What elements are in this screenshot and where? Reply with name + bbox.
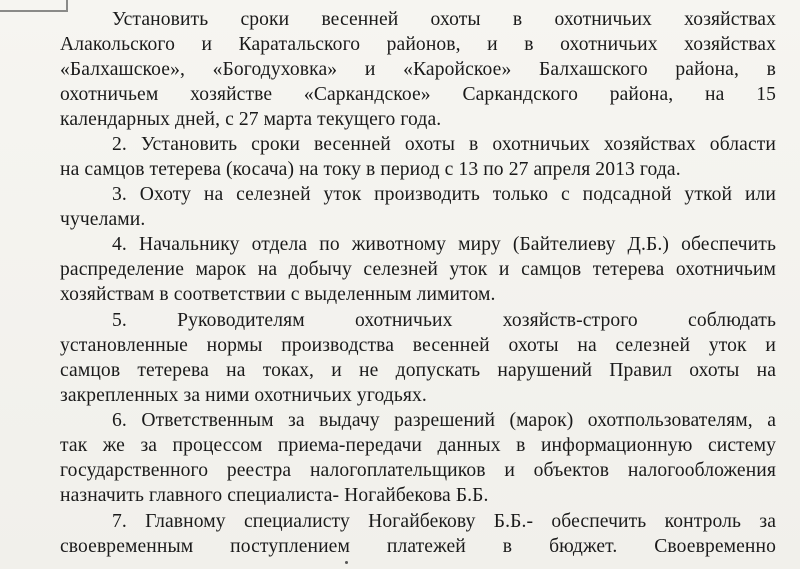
paragraph-3-line-2: чучелами. — [60, 209, 146, 230]
paragraph-4-line-3: хозяйствам в соответствии с выделенным лимитом. — [60, 284, 496, 305]
paragraph-1-line-1: Установить сроки весенней охоты в охотничьих хозяйствах — [112, 9, 776, 30]
paragraph-5-line-2: установленные нормы производства весенней охоты на селезней уток и — [60, 335, 776, 356]
paragraph-5-line-3: самцов тетерева на токах, и не допускать нарушений Правил охоты на — [60, 360, 776, 381]
paragraph-2-line-2: на самцов тетерева (косача) на току в период с 13 по 27 апреля 2013 года. — [60, 159, 681, 180]
paragraph-7-line-1: 7. Главному специалисту Ногайбекову Б.Б.- обеспечить контроль за — [112, 511, 776, 532]
scan-speck — [345, 561, 348, 564]
paragraph-7-line-2: своевременным поступлением платежей в бюджет. Своевременно — [60, 536, 776, 557]
paragraph-6-line-2: так же за процессом приема-передачи данных в информационную систему — [60, 435, 776, 456]
paragraph-1-line-3: «Балхашское», «Богодуховка» и «Каройское» Балхашского района, в — [60, 59, 776, 80]
paragraph-4-line-1: 4. Начальнику отдела по животному миру (Байтелиеву Д.Б.) обеспечить — [112, 234, 776, 255]
paragraph-1-line-2: Алакольского и Каратальского районов, и в охотничьих хозяйствах — [60, 34, 776, 55]
paragraph-2-line-1: 2. Установить сроки весенней охоты в охотничьих хозяйствах области — [112, 134, 776, 155]
stamp-fragment — [0, 0, 68, 12]
paragraph-1-line-4: охотничьем хозяйстве «Саркандское» Саркандского района, на 15 — [60, 84, 776, 105]
paragraph-3-line-1: 3. Охоту на селезней уток производить только с подсадной уткой или — [112, 184, 776, 205]
paragraph-5-line-1: 5. Руководителям охотничьих хозяйств-строго соблюдать — [112, 310, 776, 331]
paragraph-4-line-2: распределение марок на добычу селезней уток и самцов тетерева охотничьим — [60, 259, 776, 280]
paragraph-5-line-4: закрепленных за ними охотничьих угодьях. — [60, 385, 427, 406]
paragraph-1-line-5: календарных дней, с 27 марта текущего года. — [60, 109, 442, 130]
paragraph-6-line-4: назначить главного специалиста- Ногайбекова Б.Б. — [60, 485, 489, 506]
paragraph-6-line-1: 6. Ответственным за выдачу разрешений (марок) охотпользователям, а — [112, 410, 776, 431]
paragraph-6-line-3: государственного реестра налогоплательщиков и объектов налогообложения — [60, 460, 776, 481]
